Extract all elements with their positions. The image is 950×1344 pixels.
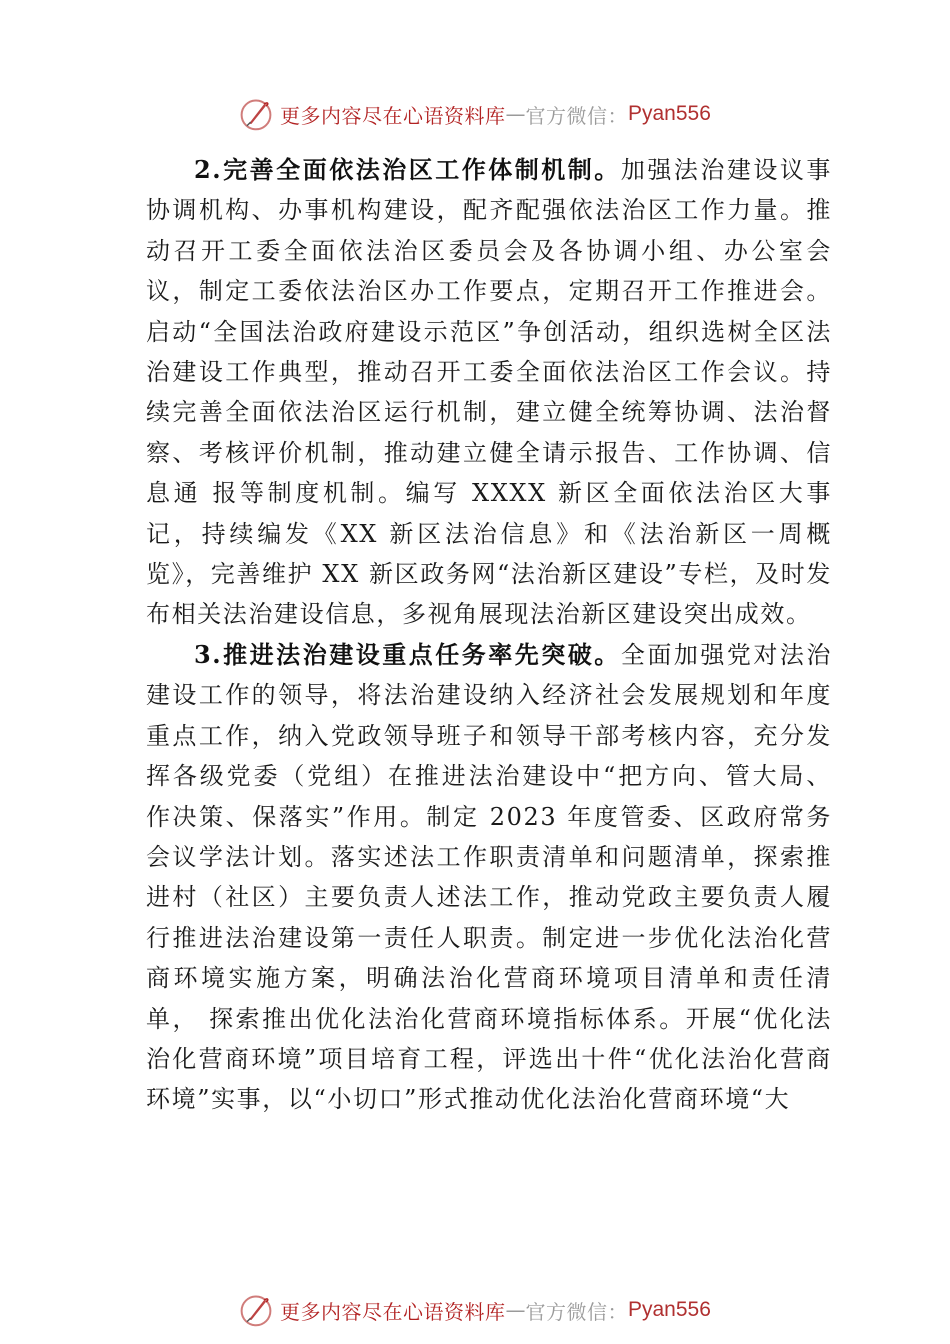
paragraph-heading: 3.推进法治建设重点任务率先突破。 (194, 639, 621, 669)
paragraph-2 (146, 150, 832, 635)
banner-brand-text: 更多内容尽在心语资料库 (280, 1299, 506, 1324)
footer-banner (238, 1290, 711, 1330)
banner-wechat-label: 官方微信： (525, 103, 628, 128)
document-body (146, 150, 832, 1120)
banner-wechat-id: Pyan556 (628, 1298, 711, 1321)
quill-pen-circle-icon (238, 96, 274, 132)
paragraph-text: 全面加强党对法治建设工作的领导，将法治建设纳入经济社会发展规划和年度重点工作，纳入党政领导班子和领导干部考核内容，充分发挥各级党委（党组）在推进法治建设中“把方向、管大局、 作决策、保落实”作用。制定 2023 年度管委、区政府常务会议学法计划。落实述法工作职责清单和问题清单，探索推进村（社区）主要负责人述法工作，推动党政主要负责人履行推进法治建设第一责任人职责。制定进一步优化法治化营商环境实施方案，明确法治化营商环境项目清单和责任清单， 探索推出优化法治化营商环境指标体系。开展“优化法治化营商环境”项目培育工程，评选出十件“优化法治化营商环境”实事，以“小切口”形式推动优化法治化营商环境“大 (146, 640, 832, 1114)
banner-separator: — (505, 1298, 526, 1322)
header-banner (238, 94, 711, 134)
paragraph-heading: 2.完善全面依法治区工作体制机制。 (194, 155, 621, 184)
banner-wechat-label: 官方微信： (525, 1299, 628, 1324)
banner-brand-text: 更多内容尽在心语资料库 (280, 103, 506, 128)
banner-separator: — (505, 102, 526, 126)
banner-wechat-id: Pyan556 (628, 102, 711, 125)
quill-pen-circle-icon (238, 1292, 274, 1328)
paragraph-3 (146, 635, 832, 1120)
paragraph-text: 加强法治建设议事协调机构、办事机构建设，配齐配强依法治区工作力量。推 动召开工委全面依法治区委员会及各协调小组、办公室会议，制定工委依法治区办工作要点，定期召开工作推进会。启动“全国法治政府建设示范区”争创活动，组织选树全区法治建设工作典型，推动召开工委全面依法治区工作会议。持续完善全面依法治区运行机制，建立健全统筹协调、法治督察、考核评价机制，推动建立健全请示报告、工作协调、信息通 报等制度机制。编写 XXXX 新区全面依法治区大事记，持续编发《XX 新区法治信息》和《法治新区一周概览》，完善维护 XX 新区政务网“法治新区建设”专栏，及时发布相关法治建设信息，多视角展现法治新区建设突出成效。 (146, 156, 832, 629)
